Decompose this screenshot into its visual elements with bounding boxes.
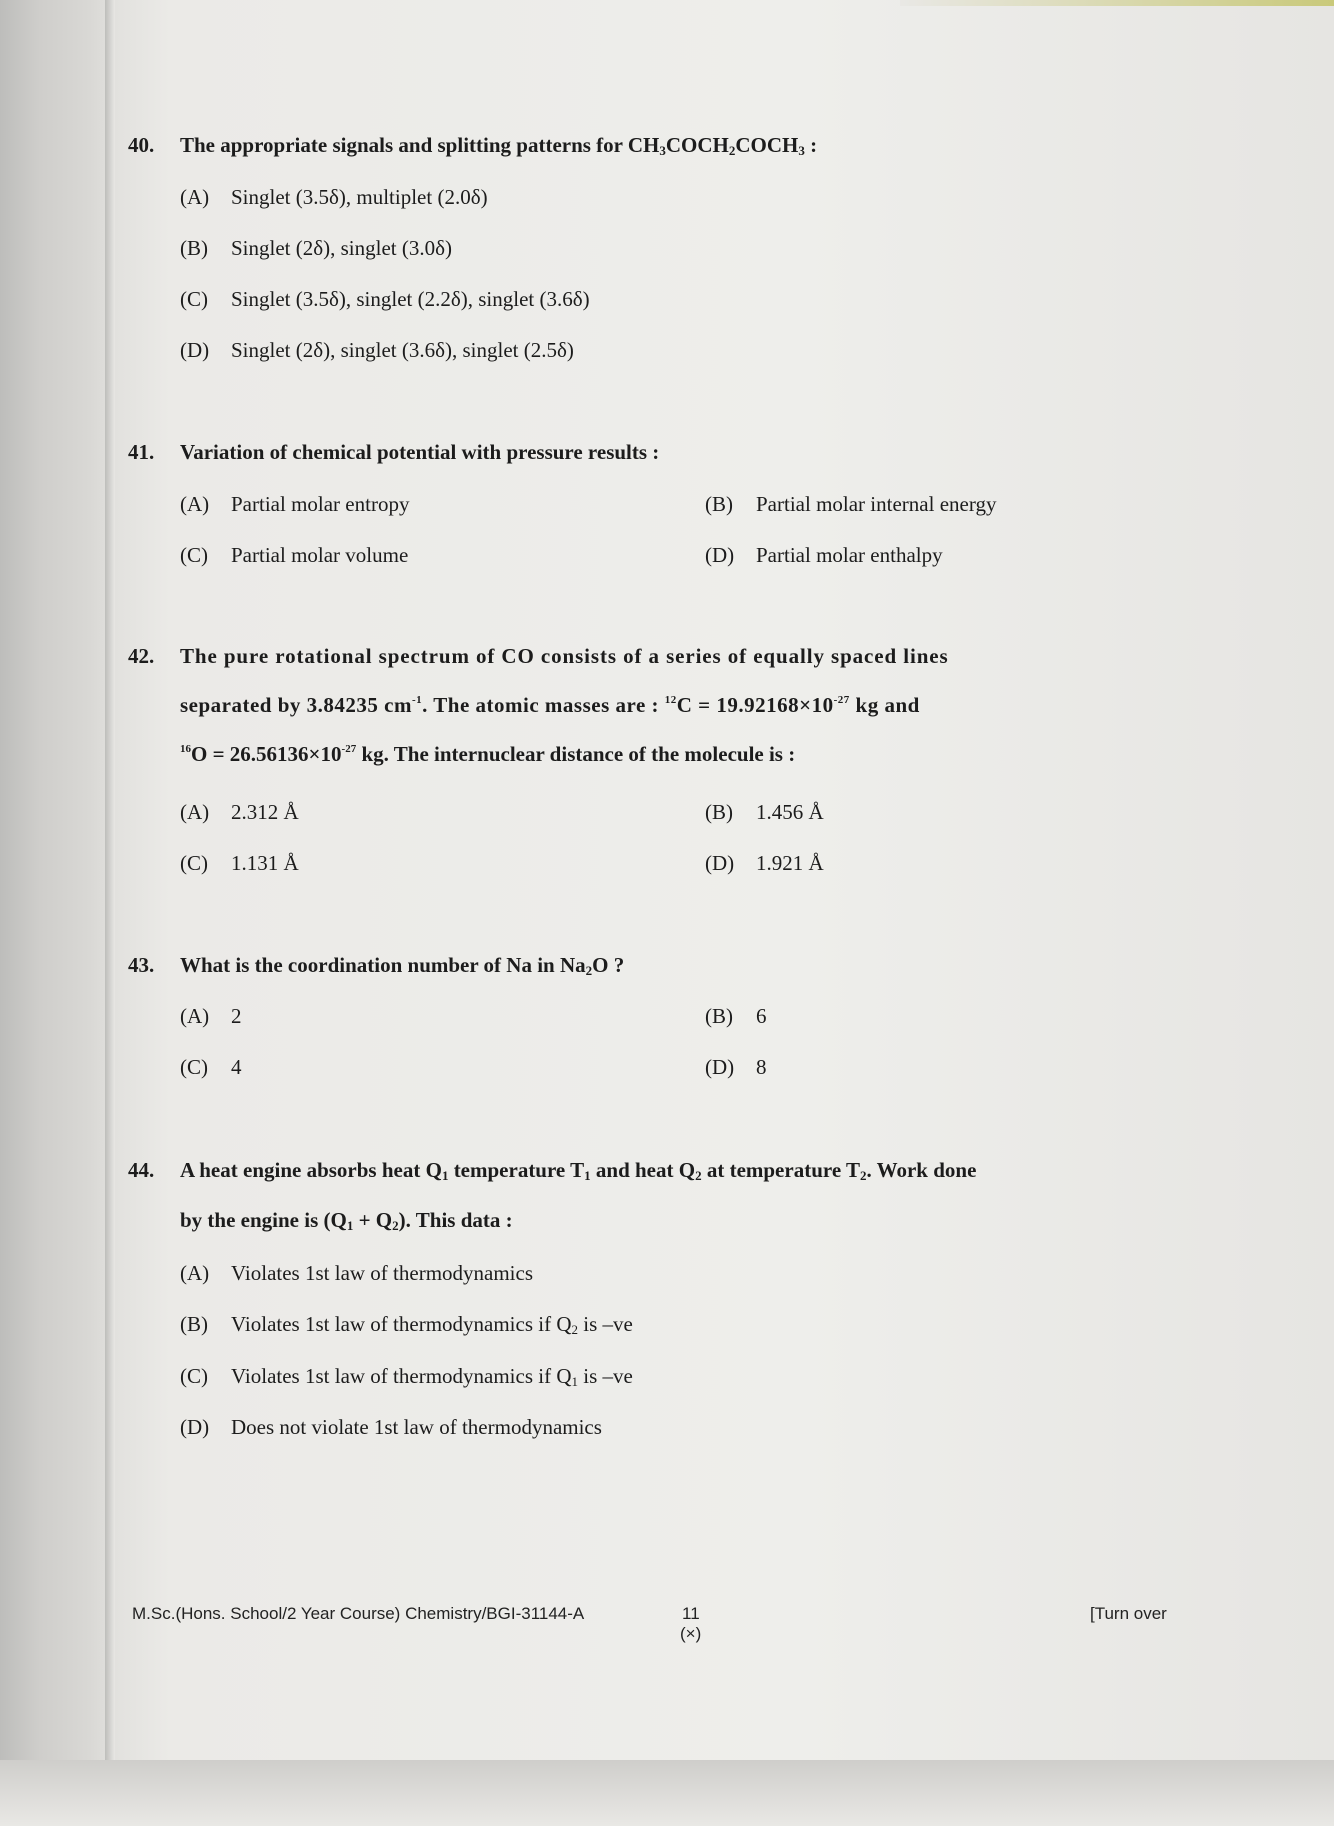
footer-turn-over: [Turn over xyxy=(1090,1604,1167,1623)
question-40 xyxy=(128,133,1188,157)
footer-page-number: 11 xyxy=(682,1604,700,1623)
q43-option-c: (C) 4 xyxy=(180,1055,242,1079)
footer-mark: (×) xyxy=(680,1624,702,1643)
q40-option-b: (B) Singlet (2δ), singlet (3.0δ) xyxy=(180,236,453,260)
q44-option-c: (C) Violates 1st law of thermodynamics if $Q_1$ is –ve xyxy=(180,1364,633,1389)
question-44-line-1: 44. A heat engine absorbs heat $Q_1$ temperature $T_1$ and heat $Q_2$ at temperature $T_2$. Work done xyxy=(128,1158,977,1183)
q42-option-c: (C) 1.131 Å xyxy=(180,851,299,875)
question-43-text: 43. What is the coordination number of Na in $Na_2O$ ? xyxy=(128,953,625,978)
q42-option-a: (A) 2.312 Å xyxy=(180,800,299,824)
question-43 xyxy=(128,953,1188,977)
q41-option-d: (D) Partial molar enthalpy xyxy=(705,543,943,567)
q42-option-b: (B) 1.456 Å xyxy=(705,800,824,824)
question-41-text: 41. Variation of chemical potential with pressure results : xyxy=(128,440,660,464)
q41-option-a: (A) Partial molar entropy xyxy=(180,492,410,516)
question-42 xyxy=(128,644,1188,766)
question-44-line-2: by the engine is $(Q_1 + Q_2)$. This data : xyxy=(180,1208,513,1233)
q42-option-d: (D) 1.921 Å xyxy=(705,851,824,875)
q40-option-a: (A) Singlet (3.5δ), multiplet (2.0δ) xyxy=(180,185,488,209)
q41-option-c: (C) Partial molar volume xyxy=(180,543,409,567)
q43-option-b: (B) 6 xyxy=(705,1004,767,1028)
question-42-line-1: 42. The pure rotational spectrum of CO consists of a series of equally spaced lines xyxy=(128,644,949,668)
page-bottom-edge xyxy=(0,1760,1334,1826)
question-40-text: 40. The appropriate signals and splitting patterns for $CH_3COCH_2COCH_3$ : xyxy=(128,133,818,158)
q43-option-a: (A) 2 xyxy=(180,1004,242,1028)
question-41 xyxy=(128,440,1188,464)
q44-option-b: (B) Violates 1st law of thermodynamics if $Q_2$ is –ve xyxy=(180,1312,633,1337)
binding-shadow xyxy=(105,0,115,1826)
question-42-line-2: separated by 3.84235 $cm^{-1}$. The atomic masses are : $^{12}C = 19.92168\times 10^{-27}$ kg and xyxy=(180,693,920,717)
question-42-line-3: $^{16}O = 26.56136\times 10^{-27}$ kg. The internuclear distance of the molecule is : xyxy=(180,742,796,766)
page-edge xyxy=(900,0,1334,6)
q44-option-a: (A) Violates 1st law of thermodynamics xyxy=(180,1261,534,1285)
footer-course: M.Sc.(Hons. School/2 Year Course) Chemistry/BGI-31144-A xyxy=(132,1604,585,1623)
q41-option-b: (B) Partial molar internal energy xyxy=(705,492,997,516)
question-44 xyxy=(128,1158,1188,1232)
q44-option-d: (D) Does not violate 1st law of thermodynamics xyxy=(180,1415,602,1439)
q43-option-d: (D) 8 xyxy=(705,1055,767,1079)
q40-option-c: (C) Singlet (3.5δ), singlet (2.2δ), singlet (3.6δ) xyxy=(180,287,590,311)
q40-option-d: (D) Singlet (2δ), singlet (3.6δ), singlet (2.5δ) xyxy=(180,338,574,362)
